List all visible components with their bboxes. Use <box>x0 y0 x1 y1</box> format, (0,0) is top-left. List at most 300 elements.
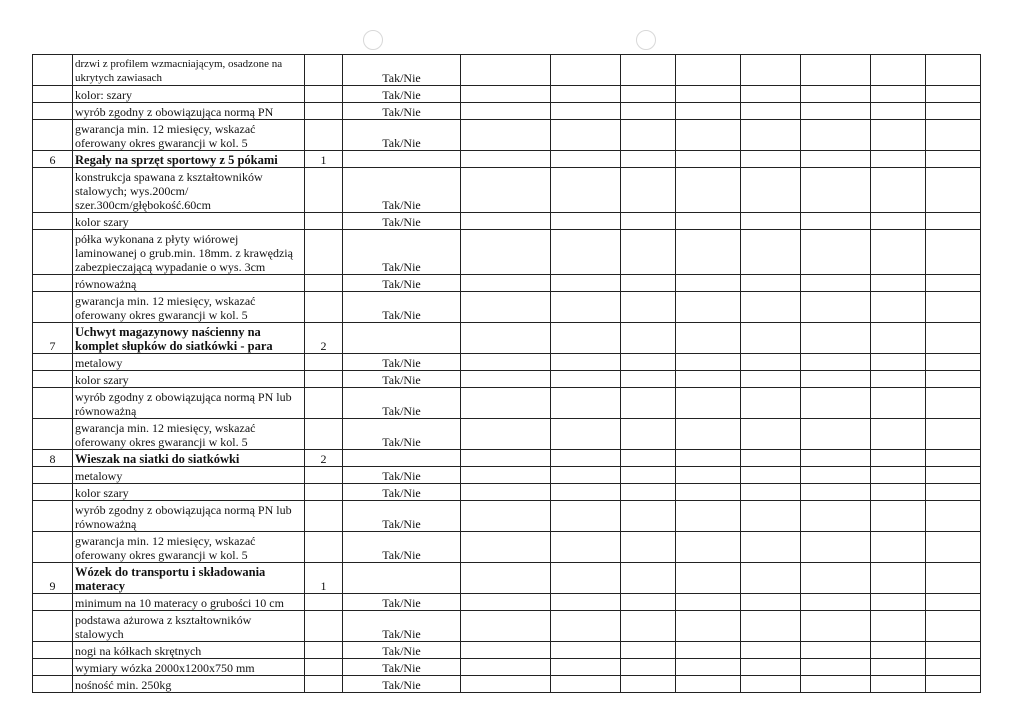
compliance-option: Tak/Nie <box>343 532 461 563</box>
compliance-option <box>343 151 461 168</box>
requirement-row <box>33 86 981 103</box>
empty-entry-cell[interactable] <box>926 642 981 659</box>
empty-entry-cell[interactable] <box>926 484 981 501</box>
item-number <box>33 659 73 676</box>
empty-entry-cell[interactable] <box>551 611 621 642</box>
compliance-option: Tak/Nie <box>343 419 461 450</box>
empty-entry-cell[interactable] <box>461 594 551 611</box>
empty-entry-cell[interactable] <box>461 292 551 323</box>
requirement-description: konstrukcja spawana z kształtowników stalowych; wys.200cm/ szer.300cm/głębokość.60cm <box>73 168 305 213</box>
empty-entry-cell[interactable] <box>551 55 621 86</box>
empty-entry-cell[interactable] <box>801 450 871 467</box>
empty-entry-cell[interactable] <box>676 120 741 151</box>
requirement-row <box>33 275 981 292</box>
empty-entry-cell[interactable] <box>926 419 981 450</box>
empty-entry-cell[interactable] <box>621 419 676 450</box>
empty-entry-cell[interactable] <box>461 388 551 419</box>
empty-entry-cell[interactable] <box>871 213 926 230</box>
empty-entry-cell[interactable] <box>801 467 871 484</box>
empty-entry-cell[interactable] <box>871 292 926 323</box>
empty-entry-cell[interactable] <box>621 594 676 611</box>
empty-entry-cell[interactable] <box>801 484 871 501</box>
empty-entry-cell[interactable] <box>551 120 621 151</box>
empty-entry-cell[interactable] <box>551 168 621 213</box>
empty-entry-cell[interactable] <box>926 659 981 676</box>
compliance-option: Tak/Nie <box>343 594 461 611</box>
empty-entry-cell[interactable] <box>621 484 676 501</box>
empty-entry-cell[interactable] <box>461 230 551 275</box>
empty-entry-cell[interactable] <box>461 151 551 168</box>
empty-entry-cell[interactable] <box>926 676 981 693</box>
empty-entry-cell[interactable] <box>621 532 676 563</box>
empty-entry-cell[interactable] <box>676 275 741 292</box>
empty-entry-cell[interactable] <box>741 86 801 103</box>
empty-entry-cell[interactable] <box>741 676 801 693</box>
compliance-option: Tak/Nie <box>343 659 461 676</box>
compliance-option: Tak/Nie <box>343 484 461 501</box>
empty-entry-cell[interactable] <box>741 419 801 450</box>
empty-entry-cell[interactable] <box>461 642 551 659</box>
empty-entry-cell[interactable] <box>801 168 871 213</box>
item-number <box>33 594 73 611</box>
empty-entry-cell[interactable] <box>551 659 621 676</box>
empty-entry-cell[interactable] <box>461 611 551 642</box>
empty-entry-cell[interactable] <box>461 450 551 467</box>
requirement-description: kolor szary <box>73 371 305 388</box>
empty-entry-cell[interactable] <box>801 388 871 419</box>
empty-entry-cell[interactable] <box>676 168 741 213</box>
empty-entry-cell[interactable] <box>621 213 676 230</box>
empty-entry-cell[interactable] <box>676 213 741 230</box>
empty-entry-cell[interactable] <box>871 642 926 659</box>
requirement-description: metalowy <box>73 467 305 484</box>
empty-entry-cell[interactable] <box>871 230 926 275</box>
item-number <box>33 388 73 419</box>
empty-entry-cell[interactable] <box>926 213 981 230</box>
item-number <box>33 354 73 371</box>
requirement-description: wyrób zgodny z obowiązująca normą PN <box>73 103 305 120</box>
empty-entry-cell[interactable] <box>621 642 676 659</box>
empty-entry-cell[interactable] <box>926 388 981 419</box>
empty-entry-cell[interactable] <box>871 419 926 450</box>
requirement-description: kolor: szary <box>73 86 305 103</box>
requirement-description: półka wykonana z płyty wiórowej laminowanej o grub.min. 18mm. z krawędzią zabezpieczającą wypadanie o wys. 3cm <box>73 230 305 275</box>
empty-entry-cell[interactable] <box>676 388 741 419</box>
compliance-option <box>343 563 461 594</box>
requirement-row <box>33 388 981 419</box>
compliance-option: Tak/Nie <box>343 501 461 532</box>
empty-entry-cell[interactable] <box>551 642 621 659</box>
empty-entry-cell[interactable] <box>676 354 741 371</box>
requirement-description: gwarancja min. 12 miesięcy, wskazać oferowany okres gwarancji w kol. 5 <box>73 292 305 323</box>
empty-entry-cell[interactable] <box>461 563 551 594</box>
requirement-row <box>33 168 981 213</box>
empty-entry-cell[interactable] <box>741 151 801 168</box>
empty-entry-cell[interactable] <box>551 594 621 611</box>
empty-entry-cell[interactable] <box>926 532 981 563</box>
empty-entry-cell[interactable] <box>741 230 801 275</box>
empty-entry-cell[interactable] <box>801 501 871 532</box>
empty-entry-cell[interactable] <box>926 120 981 151</box>
empty-entry-cell[interactable] <box>801 371 871 388</box>
requirement-row <box>33 292 981 323</box>
quantity-cell <box>305 103 343 120</box>
empty-entry-cell[interactable] <box>741 213 801 230</box>
requirement-description: kolor szary <box>73 213 305 230</box>
requirement-description: gwarancja min. 12 miesięcy, wskazać oferowany okres gwarancji w kol. 5 <box>73 532 305 563</box>
empty-entry-cell[interactable] <box>801 213 871 230</box>
empty-entry-cell[interactable] <box>551 501 621 532</box>
empty-entry-cell[interactable] <box>801 103 871 120</box>
empty-entry-cell[interactable] <box>741 354 801 371</box>
quantity-cell <box>305 168 343 213</box>
empty-entry-cell[interactable] <box>676 532 741 563</box>
empty-entry-cell[interactable] <box>621 659 676 676</box>
item-number <box>33 419 73 450</box>
empty-entry-cell[interactable] <box>676 103 741 120</box>
empty-entry-cell[interactable] <box>461 659 551 676</box>
empty-entry-cell[interactable] <box>926 563 981 594</box>
empty-entry-cell[interactable] <box>741 467 801 484</box>
specification-table-body <box>33 55 981 693</box>
empty-entry-cell[interactable] <box>741 450 801 467</box>
requirement-row <box>33 230 981 275</box>
empty-entry-cell[interactable] <box>551 151 621 168</box>
empty-entry-cell[interactable] <box>871 86 926 103</box>
empty-entry-cell[interactable] <box>801 323 871 354</box>
punch-hole-right <box>636 30 656 50</box>
empty-entry-cell[interactable] <box>871 354 926 371</box>
requirement-row <box>33 594 981 611</box>
requirement-row <box>33 120 981 151</box>
quantity-cell <box>305 419 343 450</box>
empty-entry-cell[interactable] <box>741 275 801 292</box>
empty-entry-cell[interactable] <box>621 388 676 419</box>
empty-entry-cell[interactable] <box>676 55 741 86</box>
empty-entry-cell[interactable] <box>676 323 741 354</box>
empty-entry-cell[interactable] <box>621 103 676 120</box>
requirement-row <box>33 371 981 388</box>
item-number: 7 <box>33 323 73 354</box>
empty-entry-cell[interactable] <box>801 292 871 323</box>
empty-entry-cell[interactable] <box>871 594 926 611</box>
punch-hole-left <box>363 30 383 50</box>
empty-entry-cell[interactable] <box>551 323 621 354</box>
empty-entry-cell[interactable] <box>801 55 871 86</box>
empty-entry-cell[interactable] <box>551 450 621 467</box>
item-header-row <box>33 323 981 354</box>
empty-entry-cell[interactable] <box>926 151 981 168</box>
empty-entry-cell[interactable] <box>621 611 676 642</box>
specification-table <box>32 54 981 693</box>
empty-entry-cell[interactable] <box>741 532 801 563</box>
empty-entry-cell[interactable] <box>871 55 926 86</box>
quantity-cell <box>305 501 343 532</box>
empty-entry-cell[interactable] <box>676 86 741 103</box>
empty-entry-cell[interactable] <box>461 676 551 693</box>
item-name: Regały na sprzęt sportowy z 5 pókami <box>73 151 305 168</box>
empty-entry-cell[interactable] <box>871 484 926 501</box>
empty-entry-cell[interactable] <box>926 371 981 388</box>
empty-entry-cell[interactable] <box>871 501 926 532</box>
empty-entry-cell[interactable] <box>801 151 871 168</box>
empty-entry-cell[interactable] <box>461 120 551 151</box>
requirement-description: wymiary wózka 2000x1200x750 mm <box>73 659 305 676</box>
quantity-cell <box>305 354 343 371</box>
empty-entry-cell[interactable] <box>461 501 551 532</box>
quantity-cell <box>305 86 343 103</box>
item-number: 9 <box>33 563 73 594</box>
empty-entry-cell[interactable] <box>801 120 871 151</box>
empty-entry-cell[interactable] <box>461 168 551 213</box>
empty-entry-cell[interactable] <box>801 611 871 642</box>
requirement-description: gwarancja min. 12 miesięcy, wskazać oferowany okres gwarancji w kol. 5 <box>73 120 305 151</box>
quantity-cell <box>305 230 343 275</box>
empty-entry-cell[interactable] <box>926 275 981 292</box>
empty-entry-cell[interactable] <box>801 86 871 103</box>
empty-entry-cell[interactable] <box>871 388 926 419</box>
empty-entry-cell[interactable] <box>461 354 551 371</box>
empty-entry-cell[interactable] <box>741 371 801 388</box>
empty-entry-cell[interactable] <box>801 230 871 275</box>
compliance-option <box>343 450 461 467</box>
quantity-cell: 1 <box>305 563 343 594</box>
empty-entry-cell[interactable] <box>461 419 551 450</box>
empty-entry-cell[interactable] <box>551 388 621 419</box>
requirement-description: wyrób zgodny z obowiązująca normą PN lub równoważną <box>73 388 305 419</box>
empty-entry-cell[interactable] <box>926 501 981 532</box>
empty-entry-cell[interactable] <box>741 594 801 611</box>
compliance-option: Tak/Nie <box>343 168 461 213</box>
empty-entry-cell[interactable] <box>551 354 621 371</box>
compliance-option: Tak/Nie <box>343 103 461 120</box>
empty-entry-cell[interactable] <box>676 659 741 676</box>
requirement-description: nośność min. 250kg <box>73 676 305 693</box>
empty-entry-cell[interactable] <box>741 642 801 659</box>
empty-entry-cell[interactable] <box>926 86 981 103</box>
empty-entry-cell[interactable] <box>676 450 741 467</box>
empty-entry-cell[interactable] <box>461 532 551 563</box>
empty-entry-cell[interactable] <box>741 292 801 323</box>
empty-entry-cell[interactable] <box>741 323 801 354</box>
empty-entry-cell[interactable] <box>871 532 926 563</box>
empty-entry-cell[interactable] <box>871 371 926 388</box>
empty-entry-cell[interactable] <box>741 659 801 676</box>
item-number <box>33 86 73 103</box>
empty-entry-cell[interactable] <box>926 594 981 611</box>
empty-entry-cell[interactable] <box>871 323 926 354</box>
empty-entry-cell[interactable] <box>676 371 741 388</box>
empty-entry-cell[interactable] <box>621 467 676 484</box>
item-header-row <box>33 450 981 467</box>
compliance-option: Tak/Nie <box>343 354 461 371</box>
empty-entry-cell[interactable] <box>676 642 741 659</box>
empty-entry-cell[interactable] <box>676 419 741 450</box>
empty-entry-cell[interactable] <box>801 354 871 371</box>
empty-entry-cell[interactable] <box>926 611 981 642</box>
empty-entry-cell[interactable] <box>676 151 741 168</box>
empty-entry-cell[interactable] <box>551 484 621 501</box>
empty-entry-cell[interactable] <box>926 103 981 120</box>
requirement-row <box>33 501 981 532</box>
empty-entry-cell[interactable] <box>621 371 676 388</box>
empty-entry-cell[interactable] <box>871 676 926 693</box>
empty-entry-cell[interactable] <box>871 467 926 484</box>
empty-entry-cell[interactable] <box>801 659 871 676</box>
empty-entry-cell[interactable] <box>801 563 871 594</box>
empty-entry-cell[interactable] <box>551 230 621 275</box>
compliance-option: Tak/Nie <box>343 292 461 323</box>
empty-entry-cell[interactable] <box>461 275 551 292</box>
compliance-option: Tak/Nie <box>343 86 461 103</box>
compliance-option: Tak/Nie <box>343 642 461 659</box>
empty-entry-cell[interactable] <box>676 467 741 484</box>
empty-entry-cell[interactable] <box>801 419 871 450</box>
empty-entry-cell[interactable] <box>551 532 621 563</box>
item-number: 8 <box>33 450 73 467</box>
requirement-row <box>33 659 981 676</box>
empty-entry-cell[interactable] <box>871 611 926 642</box>
empty-entry-cell[interactable] <box>871 151 926 168</box>
item-name: Wózek do transportu i składowania materacy <box>73 563 305 594</box>
empty-entry-cell[interactable] <box>676 484 741 501</box>
empty-entry-cell[interactable] <box>461 55 551 86</box>
empty-entry-cell[interactable] <box>461 213 551 230</box>
item-number <box>33 642 73 659</box>
empty-entry-cell[interactable] <box>676 676 741 693</box>
quantity-cell <box>305 594 343 611</box>
quantity-cell <box>305 275 343 292</box>
empty-entry-cell[interactable] <box>926 168 981 213</box>
empty-entry-cell[interactable] <box>676 230 741 275</box>
empty-entry-cell[interactable] <box>676 563 741 594</box>
compliance-option: Tak/Nie <box>343 676 461 693</box>
empty-entry-cell[interactable] <box>926 230 981 275</box>
item-number <box>33 467 73 484</box>
empty-entry-cell[interactable] <box>621 354 676 371</box>
empty-entry-cell[interactable] <box>926 55 981 86</box>
empty-entry-cell[interactable] <box>551 676 621 693</box>
empty-entry-cell[interactable] <box>551 419 621 450</box>
empty-entry-cell[interactable] <box>871 120 926 151</box>
empty-entry-cell[interactable] <box>871 168 926 213</box>
empty-entry-cell[interactable] <box>551 563 621 594</box>
empty-entry-cell[interactable] <box>926 450 981 467</box>
empty-entry-cell[interactable] <box>741 501 801 532</box>
quantity-cell <box>305 388 343 419</box>
empty-entry-cell[interactable] <box>801 676 871 693</box>
empty-entry-cell[interactable] <box>621 676 676 693</box>
item-number <box>33 213 73 230</box>
empty-entry-cell[interactable] <box>621 323 676 354</box>
empty-entry-cell[interactable] <box>741 168 801 213</box>
empty-entry-cell[interactable] <box>461 103 551 120</box>
empty-entry-cell[interactable] <box>871 103 926 120</box>
requirement-description: równoważną <box>73 275 305 292</box>
item-name: Wieszak na siatki do siatkówki <box>73 450 305 467</box>
requirement-row <box>33 213 981 230</box>
empty-entry-cell[interactable] <box>621 450 676 467</box>
requirement-row <box>33 354 981 371</box>
item-number <box>33 611 73 642</box>
empty-entry-cell[interactable] <box>926 292 981 323</box>
empty-entry-cell[interactable] <box>461 323 551 354</box>
empty-entry-cell[interactable] <box>461 484 551 501</box>
empty-entry-cell[interactable] <box>741 388 801 419</box>
empty-entry-cell[interactable] <box>621 120 676 151</box>
empty-entry-cell[interactable] <box>621 86 676 103</box>
empty-entry-cell[interactable] <box>926 467 981 484</box>
item-header-row <box>33 563 981 594</box>
empty-entry-cell[interactable] <box>801 594 871 611</box>
empty-entry-cell[interactable] <box>676 594 741 611</box>
quantity-cell <box>305 676 343 693</box>
empty-entry-cell[interactable] <box>741 55 801 86</box>
empty-entry-cell[interactable] <box>621 168 676 213</box>
empty-entry-cell[interactable] <box>621 501 676 532</box>
empty-entry-cell[interactable] <box>621 230 676 275</box>
requirement-row <box>33 676 981 693</box>
empty-entry-cell[interactable] <box>926 323 981 354</box>
empty-entry-cell[interactable] <box>621 563 676 594</box>
empty-entry-cell[interactable] <box>551 86 621 103</box>
empty-entry-cell[interactable] <box>871 563 926 594</box>
empty-entry-cell[interactable] <box>676 501 741 532</box>
empty-entry-cell[interactable] <box>741 103 801 120</box>
empty-entry-cell[interactable] <box>871 450 926 467</box>
requirement-row <box>33 55 981 86</box>
empty-entry-cell[interactable] <box>801 532 871 563</box>
empty-entry-cell[interactable] <box>676 292 741 323</box>
empty-entry-cell[interactable] <box>551 103 621 120</box>
empty-entry-cell[interactable] <box>551 371 621 388</box>
empty-entry-cell[interactable] <box>676 611 741 642</box>
quantity-cell <box>305 642 343 659</box>
compliance-option: Tak/Nie <box>343 213 461 230</box>
quantity-cell: 2 <box>305 323 343 354</box>
requirement-description: minimum na 10 materacy o grubości 10 cm <box>73 594 305 611</box>
empty-entry-cell[interactable] <box>551 275 621 292</box>
compliance-option: Tak/Nie <box>343 230 461 275</box>
empty-entry-cell[interactable] <box>461 86 551 103</box>
empty-entry-cell[interactable] <box>741 484 801 501</box>
empty-entry-cell[interactable] <box>621 275 676 292</box>
empty-entry-cell[interactable] <box>871 275 926 292</box>
empty-entry-cell[interactable] <box>461 371 551 388</box>
item-number <box>33 371 73 388</box>
empty-entry-cell[interactable] <box>621 151 676 168</box>
empty-entry-cell[interactable] <box>801 642 871 659</box>
compliance-option: Tak/Nie <box>343 611 461 642</box>
empty-entry-cell[interactable] <box>551 467 621 484</box>
empty-entry-cell[interactable] <box>621 55 676 86</box>
empty-entry-cell[interactable] <box>871 659 926 676</box>
empty-entry-cell[interactable] <box>551 292 621 323</box>
item-number <box>33 120 73 151</box>
compliance-option: Tak/Nie <box>343 371 461 388</box>
empty-entry-cell[interactable] <box>741 563 801 594</box>
empty-entry-cell[interactable] <box>621 292 676 323</box>
empty-entry-cell[interactable] <box>926 354 981 371</box>
empty-entry-cell[interactable] <box>801 275 871 292</box>
requirement-row <box>33 642 981 659</box>
empty-entry-cell[interactable] <box>551 213 621 230</box>
requirement-description: podstawa ażurowa z kształtowników stalowych <box>73 611 305 642</box>
item-name: Uchwyt magazynowy naścienny na komplet słupków do siatkówki - para <box>73 323 305 354</box>
empty-entry-cell[interactable] <box>741 120 801 151</box>
empty-entry-cell[interactable] <box>461 467 551 484</box>
empty-entry-cell[interactable] <box>741 611 801 642</box>
